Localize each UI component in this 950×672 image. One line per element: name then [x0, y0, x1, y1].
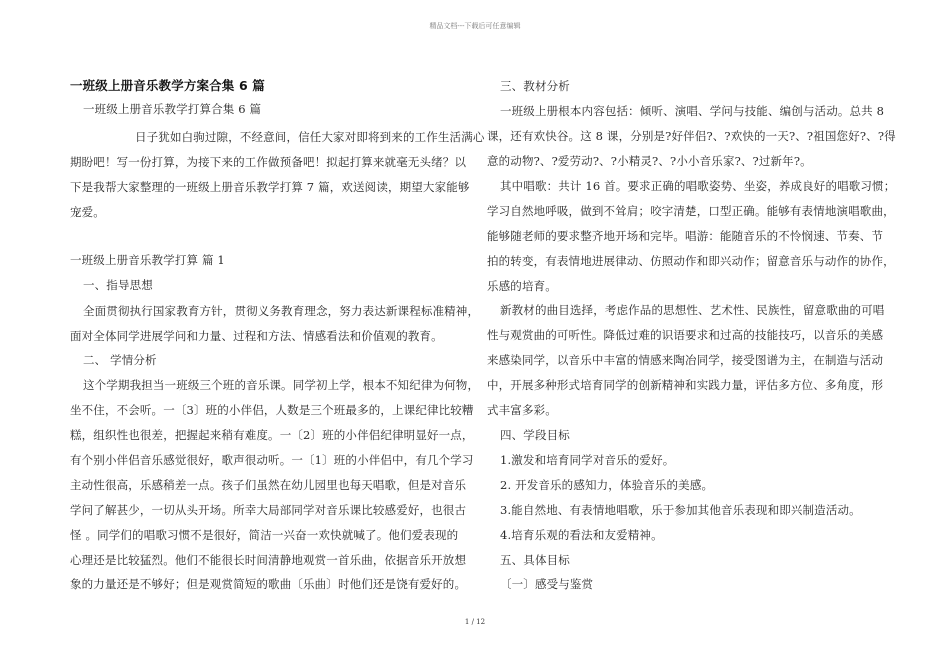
- document-title: 一班级上册音乐教学方案合集 6 篇: [70, 78, 265, 93]
- text-line: 性与观赏曲的可听性。降低过难的识语要求和过高的技能技巧，以音乐的美感: [487, 328, 884, 342]
- text-line: 主动性很高，乐感稍差一点。孩子们虽然在幼儿园里也每天唱歌，但是对音乐: [70, 478, 467, 492]
- header-note: 精品文档---下载后可任意编辑: [429, 22, 521, 30]
- text-line: 其中唱歌：共计 16 首。要求正确的唱歌姿势、坐姿，养成良好的唱歌习惯；: [500, 179, 896, 193]
- text-line: 意的动物?、?爱劳动?、?小精灵?、?小小音乐家?、?过新年?。: [487, 154, 812, 168]
- text-line: 课，还有欢快谷。这 8 课，分别是?好伴侣?、?欢快的一天?、?祖国您好?、?得: [487, 129, 896, 143]
- list-item: 4.培育乐观的看法和友爱精神。: [500, 528, 663, 542]
- text-line: 学习自然地呼吸，做到不耸肩；咬字清楚，口型正确。能够有表情地演唱歌曲，: [487, 204, 895, 218]
- page-number: 1 / 12: [464, 618, 486, 626]
- list-item: 3.能自然地、有表情地唱歌，乐于参加其他音乐表现和即兴制造活动。: [500, 503, 861, 517]
- text-line: 宠爱。: [70, 205, 105, 219]
- text-line: 新教材的曲目选择，考虑作品的思想性、艺术性、民族性，留意歌曲的可唱: [500, 303, 885, 317]
- text-line: 学问了解甚少，一切从头开场。所幸大局部同学对音乐课比较感爱好，也很古: [70, 503, 467, 517]
- text-line: 能够随老师的要求整齐地开场和完毕。唱游：能随音乐的不怜悯速、节奏、节: [487, 229, 884, 243]
- subsection-heading: 〔一〕感受与鉴赏: [500, 577, 594, 591]
- text-line: 日子犹如白驹过隙，不经意间，信任大家对即将到来的工作生活满心: [135, 130, 485, 144]
- section-heading: 一班级上册音乐教学打算 篇 1: [70, 253, 225, 267]
- text-line: 有个别小伴侣音乐感觉很好，歌声很动听。一〔1〕班的小伴侣中，有几个学习: [70, 453, 474, 467]
- text-line: 一班级上册音乐教学打算合集 6 篇: [83, 102, 262, 116]
- section-heading: 二、 学情分析: [83, 353, 157, 367]
- section-heading: 四、学段目标: [500, 428, 570, 442]
- section-heading: 一、指导思想: [83, 278, 153, 292]
- section-heading: 五、具体目标: [500, 553, 570, 567]
- text-line: 心理还是比较猛烈。他们不能很长时间清静地观赏一首乐曲，依据音乐开放想: [70, 553, 467, 567]
- text-line: 面对全体同学进展学问和力量、过程和方法、情感看法和价值观的教育。: [70, 329, 443, 343]
- text-line: 拍的转变，有表情地进展律动、仿照动作和即兴动作；留意音乐与动作的协作，: [487, 254, 895, 268]
- text-line: 象的力量还是不够好；但是观赏简短的歌曲〔乐曲〕时他们还是饶有爱好的。: [70, 577, 467, 591]
- text-line: 一班级上册根本内容包括：倾听、演唱、学问与技能、编创与活动。总共 8: [500, 104, 885, 118]
- text-line: 来感染同学，以音乐中丰富的情感来陶冶同学，接受图谱为主，在制造与活动: [487, 353, 884, 367]
- text-line: 下是我帮大家整理的一班级上册音乐教学打算 7 篇，欢送阅读，期望大家能够: [70, 180, 470, 194]
- text-line: 全面贯彻执行国家教育方针，贯彻义务教育理念，努力表达新课程标准精神，: [83, 304, 480, 318]
- text-line: 中，开展多种形式培育同学的创新精神和实践力量，评估多方位、多角度，形: [487, 378, 884, 392]
- text-line: 式丰富多彩。: [487, 403, 557, 417]
- text-line: 期盼吧！写一份打算，为接下来的工作做预备吧！拟起打算来就毫无头绪？以: [70, 155, 467, 169]
- text-line: 糕，组织性也很差，把握起来稍有难度。一〔2〕班的小伴侣纪律明显好一点，: [70, 428, 474, 442]
- text-line: 坐不住，不会听。一〔3〕班的小伴侣，人数是三个班最多的，上课纪律比较糟: [70, 403, 474, 417]
- list-item: 2. 开发音乐的感知力，体验音乐的美感。: [500, 478, 714, 492]
- text-line: 怪 。同学们的唱歌习惯不是很好，简洁一兴奋一欢快就喊了。他们爱表现的: [70, 528, 459, 542]
- section-heading: 三、教材分析: [500, 79, 570, 93]
- text-line: 乐感的培育。: [487, 279, 557, 293]
- text-line: 这个学期我担当一班级三个班的音乐课。同学初上学，根本不知纪律为何物，: [83, 378, 480, 392]
- list-item: 1.激发和培育同学对音乐的爱好。: [500, 453, 675, 467]
